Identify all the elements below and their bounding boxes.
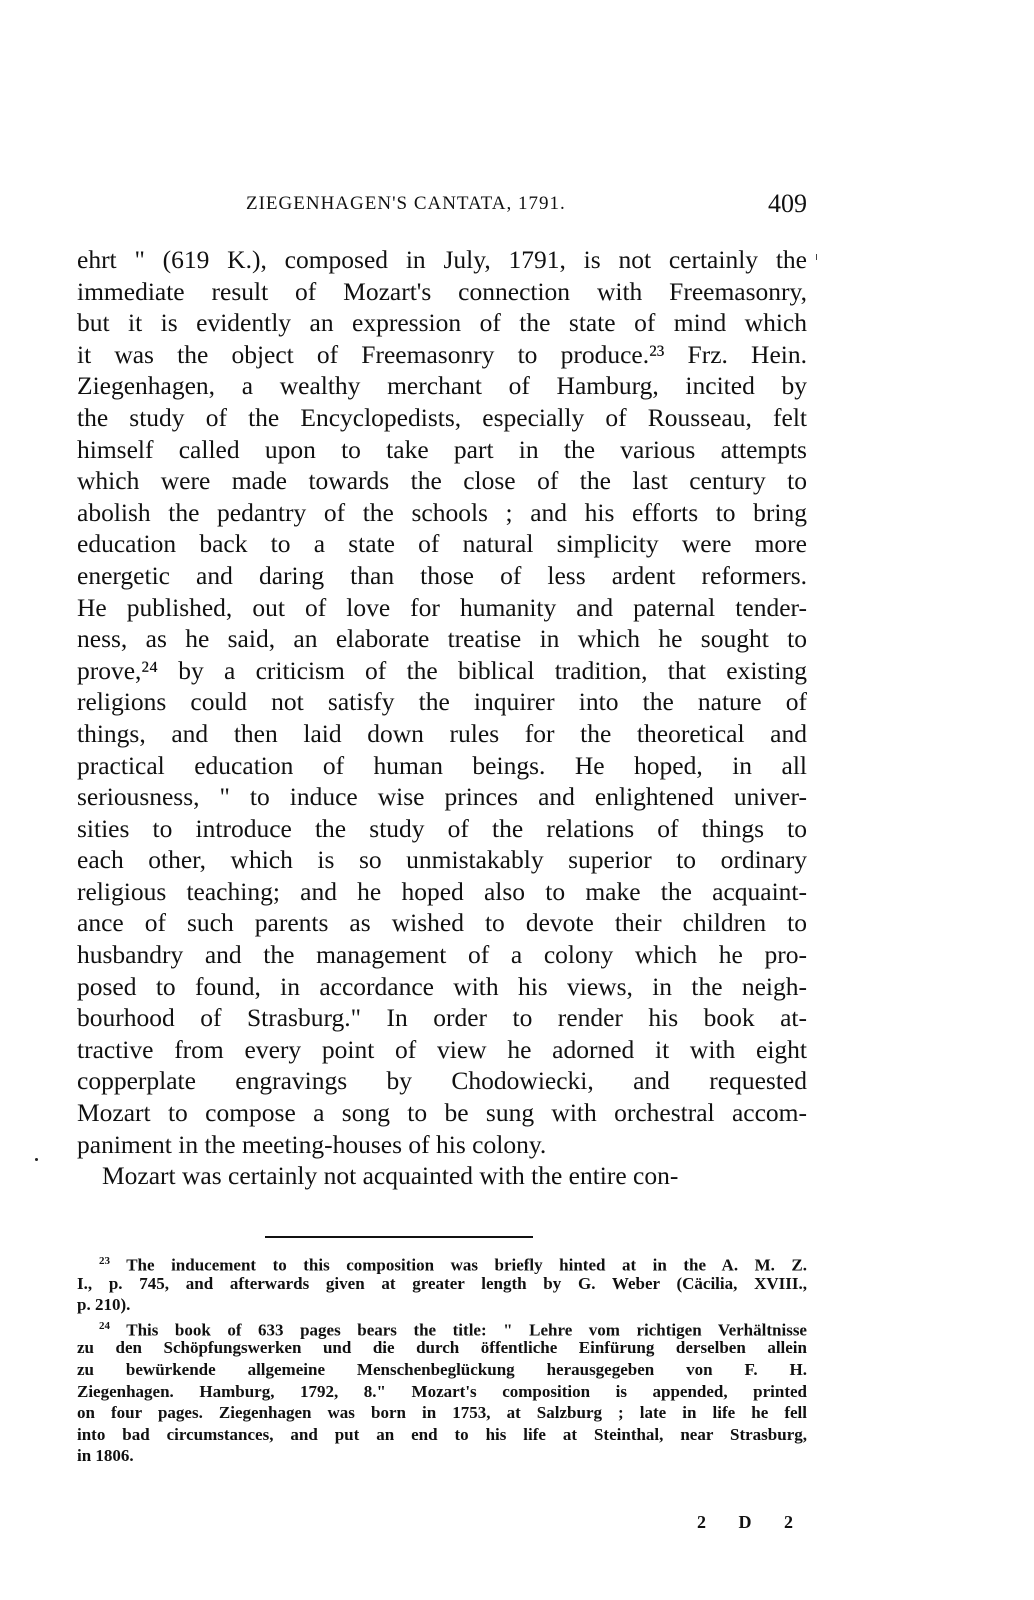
footnote-line: into bad circumstances, and put an end to his life at Steinthal, near Strasburg, bbox=[77, 1424, 807, 1444]
body-line: husbandry and the management of a colony which he pro- bbox=[77, 940, 807, 970]
body-line: ehrt " (619 K.), composed in July, 1791, is not certainly the bbox=[77, 245, 807, 274]
footnote-line: zu den Schöpfungswerken und die durch öffentliche Einfürung derselben allein bbox=[77, 1338, 807, 1358]
body-line: He published, out of love for humanity and paternal tender- bbox=[77, 592, 807, 622]
footnote-line: Ziegenhagen. Hamburg, 1792, 8." Mozart's composition is appended, printed bbox=[77, 1381, 807, 1401]
footnote-line: $^{24}$ This book of 633 pages bears the title: " Lehre vom richtigen Verhältnisse bbox=[99, 1319, 807, 1340]
body-line: Ziegenhagen, a wealthy merchant of Hamburg, incited by bbox=[77, 371, 807, 401]
body-line: copperplate engravings by Chodowiecki, and requested bbox=[77, 1066, 807, 1096]
running-title: ZIEGENHAGEN'S CANTATA, 1791. bbox=[246, 193, 566, 214]
body-line: abolish the pedantry of the schools ; and his efforts to bring bbox=[77, 497, 807, 527]
body-line: sities to introduce the study of the relations of things to bbox=[77, 813, 807, 843]
body-line: energetic and daring than those of less ardent reformers. bbox=[77, 560, 807, 590]
body-line: things, and then laid down rules for the theoretical and bbox=[77, 718, 807, 748]
body-line: education back to a state of natural simplicity were more bbox=[77, 529, 807, 559]
body-line: seriousness, " to induce wise princes and enlightened univer- bbox=[77, 782, 807, 812]
body-line: which were made towards the close of the last century to bbox=[77, 466, 807, 496]
footnote-line: $^{23}$ The inducement to this composition was briefly hinted at in the A. M. Z. bbox=[99, 1255, 807, 1275]
footnote-24 bbox=[77, 1316, 807, 1467]
footnote-line: p. 210). bbox=[77, 1295, 131, 1315]
footnote-marker: 24 bbox=[99, 1319, 110, 1332]
body-line: himself called upon to take part in the various attempts bbox=[77, 434, 807, 464]
body-line: but it is evidently an expression of the state of mind which bbox=[77, 308, 807, 338]
body-line: it was the object of Freemasonry to produce.²³ Frz. Hein. bbox=[77, 339, 807, 369]
body-line: paniment in the meeting-houses of his colony. bbox=[77, 1129, 547, 1159]
body-line: prove,²⁴ by a criticism of the biblical tradition, that existing bbox=[77, 655, 807, 685]
body-line: Mozart to compose a song to be sung with orchestral accom- bbox=[77, 1098, 807, 1128]
body-line: the study of the Encyclopedists, especially of Rousseau, felt bbox=[77, 402, 807, 432]
footnote-line: zu bewürkende allgemeine Menschenbeglückung herausgegeben von F. H. bbox=[77, 1359, 807, 1379]
body-text bbox=[77, 244, 807, 1192]
body-line: posed to found, in accordance with his views, in the neigh- bbox=[77, 971, 807, 1001]
body-line: Mozart was certainly not acquainted with the entire con- bbox=[102, 1161, 679, 1191]
body-line: ance of such parents as wished to devote their children to bbox=[77, 908, 807, 938]
body-line: bourhood of Strasburg." In order to render his book at- bbox=[77, 1003, 807, 1033]
body-line: immediate result of Mozart's connection with Freemasonry, bbox=[77, 276, 807, 306]
signature-mark: 2 D 2 bbox=[697, 1512, 807, 1532]
footnote-line: in 1806. bbox=[77, 1446, 134, 1466]
body-line: religions could not satisfy the inquirer into the nature of bbox=[77, 687, 807, 717]
print-mark bbox=[816, 254, 817, 260]
body-line: tractive from every point of view he adorned it with eight bbox=[77, 1034, 807, 1064]
body-line: practical education of human beings. He hoped, in all bbox=[77, 750, 807, 780]
running-head bbox=[0, 189, 1034, 223]
footnote-line: on four pages. Ziegenhagen was born in 1753, at Salzburg ; late in life he fell bbox=[77, 1403, 807, 1423]
footnote-marker: 23 bbox=[99, 1255, 110, 1267]
page-number: 409 bbox=[768, 189, 807, 218]
footnote-line: I., p. 745, and afterwards given at greater length by G. Weber (Cäcilia, XVIII., bbox=[77, 1273, 807, 1293]
body-line: ness, as he said, an elaborate treatise in which he sought to bbox=[77, 624, 807, 654]
footnote-23 bbox=[77, 1251, 807, 1316]
body-line: religious teaching; and he hoped also to make the acquaint- bbox=[77, 876, 807, 906]
footnote-rule bbox=[265, 1236, 533, 1238]
footnotes bbox=[77, 1251, 807, 1467]
print-mark bbox=[35, 1158, 38, 1161]
body-line: each other, which is so unmistakably superior to ordinary bbox=[77, 845, 807, 875]
